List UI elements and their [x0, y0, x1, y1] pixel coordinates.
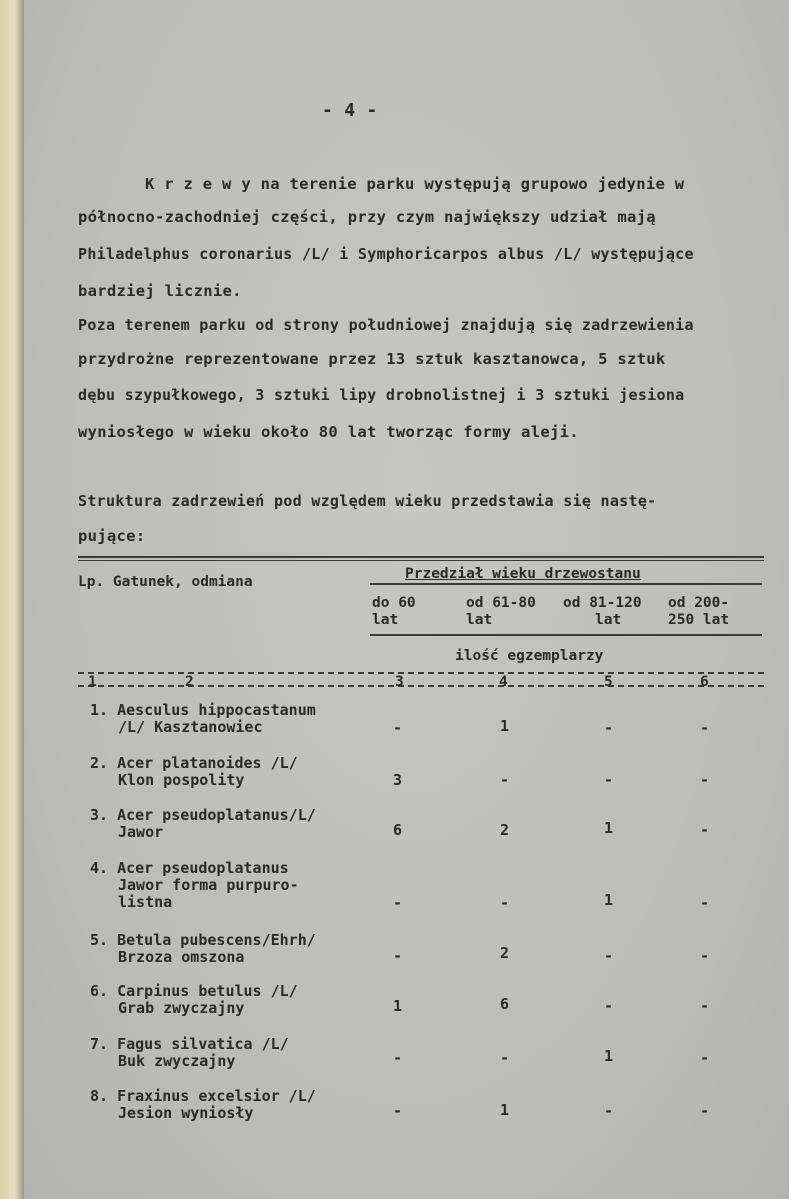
table-top-rule	[78, 560, 764, 561]
table-cell: -	[700, 719, 710, 737]
table-row-species: 1. Aesculus hippocastanum /L/ Kasztanowiec	[90, 701, 316, 736]
paragraph-line: bardziej licznie.	[78, 282, 242, 300]
table-cell: 6	[393, 821, 403, 839]
age-columns-rule	[370, 634, 762, 636]
table-cell: -	[393, 1102, 403, 1120]
paragraph-line: K r z e w y na terenie parku występują grupowo jedynie w	[145, 175, 685, 193]
table-cell: -	[393, 1049, 403, 1067]
table-cell: -	[500, 771, 510, 789]
paragraph-line: wyniosłego w wieku około 80 lat tworząc formy aleji.	[78, 423, 579, 441]
column-header-species: Lp. Gatunek, odmiana	[78, 574, 253, 590]
column-number: 5	[604, 674, 613, 690]
table-cell: -	[604, 1102, 614, 1120]
table-cell: -	[393, 719, 403, 737]
paragraph-line: północno-zachodniej części, przy czym największy udział mają	[78, 208, 656, 226]
age-group-rule	[370, 583, 762, 585]
table-cell: -	[393, 894, 403, 912]
table-row-species: 4. Acer pseudoplatanus Jawor forma purpuro- listna	[90, 859, 299, 911]
age-column-header: od 81-120 lat	[563, 595, 642, 628]
table-top-rule	[78, 556, 764, 558]
age-column-header: do 60 lat	[372, 595, 416, 628]
page-number: - 4 -	[322, 100, 378, 121]
page-binding-edge	[0, 0, 24, 1199]
table-cell: -	[700, 821, 710, 839]
table-cell: 6	[500, 995, 510, 1013]
table-intro-line: pujące:	[78, 527, 146, 545]
paragraph-line: Philadelphus coronarius /L/ i Symphoricarpos albus /L/ występujące	[78, 245, 694, 263]
table-row-species: 5. Betula pubescens/Ehrh/ Brzoza omszona	[90, 931, 316, 966]
count-header: ilość egzemplarzy	[455, 648, 604, 664]
table-cell: -	[393, 947, 403, 965]
table-cell: -	[700, 947, 710, 965]
table-intro-line: Struktura zadrzewień pod względem wieku przedstawia się nastę-	[78, 492, 657, 510]
column-number: 4	[499, 674, 508, 690]
table-cell: -	[700, 771, 710, 789]
header-dashed-rule	[78, 672, 764, 674]
table-cell: -	[500, 1049, 510, 1067]
table-cell: 1	[604, 819, 614, 837]
column-number: 1	[88, 674, 97, 690]
column-number: 6	[700, 674, 709, 690]
table-cell: 2	[500, 821, 510, 839]
paragraph-line: dębu szypułkowego, 3 sztuki lipy drobnolistnej i 3 sztuki jesiona	[78, 386, 685, 404]
table-cell: 3	[393, 771, 403, 789]
table-cell: 2	[500, 944, 510, 962]
table-cell: -	[700, 1049, 710, 1067]
table-cell: -	[700, 997, 710, 1015]
table-cell: -	[604, 997, 614, 1015]
table-cell: -	[700, 1102, 710, 1120]
column-number: 3	[395, 674, 404, 690]
table-row-species: 3. Acer pseudoplatanus/L/ Jawor	[90, 806, 316, 841]
table-cell: -	[500, 894, 510, 912]
header-dashed-rule	[78, 685, 764, 687]
table-cell: -	[604, 771, 614, 789]
table-cell: 1	[500, 717, 510, 735]
column-number: 2	[185, 674, 194, 690]
table-row-species: 6. Carpinus betulus /L/ Grab zwyczajny	[90, 982, 298, 1017]
table-row-species: 8. Fraxinus excelsior /L/ Jesion wyniosły	[90, 1087, 316, 1122]
table-cell: -	[604, 719, 614, 737]
paragraph-line: Poza terenem parku od strony południowej znajdują się zadrzewienia	[78, 316, 694, 334]
paragraph-line: przydrożne reprezentowane przez 13 sztuk kasztanowca, 5 sztuk	[78, 350, 666, 368]
table-row-species: 2. Acer platanoides /L/ Klon pospolity	[90, 754, 298, 789]
table-cell: -	[604, 947, 614, 965]
table-cell: 1	[604, 1047, 614, 1065]
table-cell: -	[700, 894, 710, 912]
age-column-header: od 200- 250 lat	[668, 595, 730, 628]
table-cell: 1	[604, 891, 614, 909]
table-cell: 1	[393, 997, 403, 1015]
table-row-species: 7. Fagus silvatica /L/ Buk zwyczajny	[90, 1035, 289, 1070]
age-column-header: od 61-80 lat	[466, 595, 536, 628]
table-cell: 1	[500, 1101, 510, 1119]
age-group-header: Przedział wieku drzewostanu	[405, 566, 641, 582]
